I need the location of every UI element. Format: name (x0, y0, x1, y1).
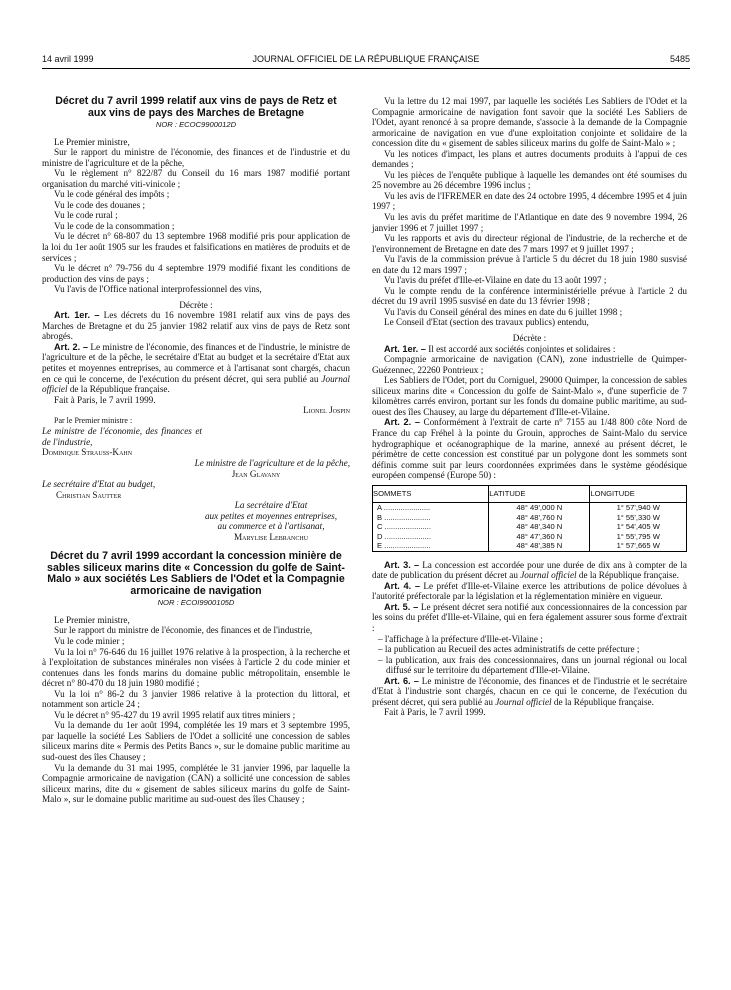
paragraph: Vu le code général des impôts ; (54, 189, 170, 200)
decree2-title: Décret du 7 avril 1999 accordant la concession minière de sables siliceux marins dite « Concession du golfe de Saint-Malo » aux sociétés Les Sabliers de l'Odet et la Compagnie armoricaine de navigation (47, 550, 345, 597)
paragraph: Le Premier ministre, (54, 614, 130, 625)
signature-sautter: Christian Sautter (56, 489, 122, 500)
col-header-longitude: LONGITUDE (590, 485, 687, 503)
decree2-art4: Art. 4. – Le préfet d'Ille-et-Vilaine exerce les attributions de police dévolues à l'autorité préfectorale par la législation et la réglementation minière en vigueur. (372, 580, 687, 602)
minister-agriculture-title: Le ministre de l'agriculture et de la pêche, (194, 457, 350, 468)
paragraph: Sur le rapport du ministre de l'économie, des finances et de l'industrie, (54, 625, 313, 636)
paragraph: Vu le code des douanes ; (54, 199, 146, 210)
decree2-art6: Art. 6. – Le ministre de l'économie, des finances et de l'industrie et le secrétaire d'Etat à l'industrie sont chargés, chacun en ce qui le concerne, de l'exécution du présent décret, qui sera publié au Journal officiel de la République française. (372, 675, 687, 707)
decree1-title: Décret du 7 avril 1999 relatif aux vins de pays de Retz et aux vins de pays des Marches de Bretagne (55, 95, 337, 119)
header-date: 14 avril 1999 (42, 54, 94, 64)
paragraph: Vu les rapports et avis du directeur régional de l'industrie, de la recherche et de l'environnement de Bretagne en date des 7 mars 1997 et 9 juillet 1997 ; (372, 233, 687, 254)
paragraph: Vu la demande du 1er août 1994, complétée les 19 mars et 3 septembre 1995, par laquelle la société Les Sabliers de l'Odet a sollicité une concession de sables siliceux marins dite « Permis des Petits Bancs », sur le domaine public maritime au sud-ouest des îles Chausey ; (42, 720, 350, 762)
par-le-premier-ministre: Par le Premier ministre : (54, 415, 133, 425)
decree1-nor: NOR : ECOC9900012D (155, 120, 237, 129)
table-cell: 48° 48',385 N (489, 541, 590, 551)
paragraph: Vu l'avis du préfet d'Ille-et-Vilaine en date du 13 août 1997 ; (384, 275, 607, 286)
decree2-nor: NOR : ECOI9900105D (157, 598, 235, 608)
table-cell: A ...................... (373, 503, 489, 513)
decree2-art5-list (372, 634, 687, 676)
paragraph: Vu le compte rendu de la conférence interministérielle prévue à l'article 2 du décret du 19 avril 1995 susvisé en date du 13 février 1998 ; (372, 285, 687, 307)
table-cell: 1° 55',330 W (590, 513, 687, 523)
paragraph: Vu les pièces de l'enquête publique à laquelle les demandes ont été soumises du 25 novembre au 26 décembre 1996 inclus ; (372, 169, 687, 191)
table-cell: 48° 47',360 N (489, 532, 590, 542)
right-column (372, 96, 687, 718)
table-cell: 1° 54',405 W (590, 522, 687, 532)
budget-secretary-title: Le secrétaire d'Etat au budget, (42, 479, 156, 490)
table-row (373, 522, 687, 532)
signature-glavany: Jean Glavany (231, 468, 281, 479)
paragraph: Le Premier ministre, (54, 136, 130, 147)
decree2-decrete: Décrète : (512, 333, 547, 344)
table-cell: 1° 57',665 W (590, 541, 687, 551)
decree1-decrete: Décrète : (179, 299, 213, 310)
paragraph: Vu le code de la consommation ; (54, 220, 175, 231)
table-cell: D ...................... (373, 532, 489, 542)
table-cell: 48° 49',000 N (489, 503, 590, 513)
table-cell: 48° 48',760 N (489, 513, 590, 523)
header-page-number: 5485 (669, 54, 690, 64)
coordinates-table (372, 485, 687, 552)
paragraph: – l'affichage à la préfecture d'Ille-et-Vilaine ; (378, 633, 543, 644)
minister-economy-title: Le ministre de l'économie, des finances et de l'industrie, (42, 426, 202, 447)
decree2-fait: Fait à Paris, le 7 avril 1999. (384, 707, 486, 718)
paragraph: Vu le décret n° 68-807 du 13 septembre 1968 modifié pris pour application de la loi du 1er août 1905 sur les fraudes et falsifications en matières de produits et de services ; (42, 231, 350, 263)
decree2-art1-sabliers: Les Sabliers de l'Odet, port du Corniguel, 29000 Quimper, la concession de sables siliceux marins dite « Concession du golfe de Saint-Malo », d'une superficie de 7 kilomètres carrés environ, portant sur les fonds du domaine public maritime, au sud-ouest des îles Chausey, au large du département d'Ille-et-Vilaine. (372, 375, 687, 417)
paragraph: Vu le code minier ; (54, 635, 125, 646)
page-header (42, 54, 690, 68)
decree2-art1: Art. 1er. – Il est accordé aux sociétés conjointes et solidaires : (384, 343, 616, 354)
table-cell: 48° 48',340 N (489, 522, 590, 532)
signature-jospin: Lionel Jospin (303, 405, 350, 416)
decree2-art2: Art. 2. – Conformément à l'extrait de carte n° 7155 au 1/48 800 côte Nord de France du cap Fréhel à la pointe du Grouin, approches de Saint-Malo du service hydrographique et océanographique de la marine, annexé au présent décret, le périmètre de cette concession est constitué par un polygone dont les sommets sont définis comme suit par leurs coordonnées exprimées dans le système géodésique européen compensé (Europe 50) : (372, 417, 687, 481)
decree1-fait: Fait à Paris, le 7 avril 1999. (54, 394, 156, 405)
table-cell: C ...................... (373, 522, 489, 532)
signature-strauss-kahn: Dominique Strauss-Kahn (42, 447, 133, 458)
table-row (373, 513, 687, 523)
pme-secretary-block: La secrétaire d'Etat aux petites et moyennes entreprises, au commerce et à l'artisanat, Marylise Lebranchu (42, 500, 350, 542)
header-title: JOURNAL OFFICIEL DE LA RÉPUBLIQUE FRANÇAISE (252, 54, 480, 64)
decree1-art2: Art. 2. – Le ministre de l'économie, des finances et de l'industrie, le ministre de l'agriculture et de la pêche, le secrétaire d'Etat au budget et la secrétaire d'Etat aux petites et moyennes entreprises, au commerce et à l'artisanat sont chargés, chacun en ce qui le concerne, de l'exécution du présent décret, qui sera publié au Journal officiel de la République française. (42, 341, 351, 395)
paragraph: Sur le rapport du ministre de l'économie, des finances et de l'industrie et du ministre de l'agriculture et de la pêche, (42, 147, 350, 168)
header-rule (42, 68, 690, 69)
paragraph: Vu le décret n° 95-427 du 19 avril 1995 relatif aux titres miniers ; (54, 709, 296, 720)
decree2-art5: Art. 5. – Le présent décret sera notifié aux concessionnaires de la concession par les soins du préfet d'Ille-et-Vilaine, qui en fera également assurer sous forme d'extrait : (372, 601, 688, 634)
decree2-preamble (42, 615, 350, 805)
paragraph: Vu l'avis de l'Office national interprofessionnel des vins, (54, 284, 262, 295)
table-row (373, 532, 687, 542)
paragraph: Vu la demande du 31 mai 1995, complétée le 31 janvier 1996, par laquelle la Compagnie armoricaine de navigation (CAN) a sollicité une concession de sables siliceux marins, dite du « gisement de sables siliceux marins du golfe de Saint-Malo », sur le domaine public maritime au sud-ouest des îles Chausey ; (42, 762, 350, 805)
paragraph: Le Conseil d'Etat (section des travaux publics) entendu, (384, 317, 589, 328)
table-row (373, 541, 687, 551)
signature-lebranchu: Marylise Lebranchu (233, 531, 309, 542)
paragraph: Vu la loi n° 76-646 du 16 juillet 1976 relative à la prospection, à la recherche et à l'exploitation de substances minérales non visées à l'article 2 du code minier et contenues dans les fonds marins du domaine public métropolitain, ensemble le décret n° 80-470 du 18 juin 1980 modifié ; (42, 646, 350, 689)
table-cell: 1° 57',940 W (590, 503, 687, 513)
paragraph: Vu l'avis de la commission prévue à l'article 5 du décret du 18 juin 1980 susvisé en date du 12 mars 1997 ; (372, 254, 687, 275)
paragraph: Vu les avis du préfet maritime de l'Atlantique en date des 9 novembre 1994, 26 janvier 1996 et 7 juillet 1997 ; (372, 212, 687, 233)
left-column (42, 96, 350, 805)
table-cell: B ...................... (373, 513, 489, 523)
table-cell: E ...................... (373, 541, 489, 551)
paragraph: Vu la loi n° 86-2 du 3 janvier 1986 relative à la protection du littoral, et notamment son article 24 ; (42, 688, 350, 710)
paragraph: – la publication au Recueil des actes administratifs de cette préfecture ; (378, 644, 640, 655)
decree2-preamble-continued (372, 96, 687, 328)
table-row (373, 503, 687, 513)
paragraph: Vu le règlement n° 822/87 du Conseil du 16 mars 1987 modifié portant organisation du marché viti-vinicole ; (42, 168, 350, 189)
paragraph: Vu les avis de l'IFREMER en date des 24 octobre 1995, 4 décembre 1995 et 4 juin 1997 ; (372, 190, 687, 212)
paragraph: Vu le décret n° 79-756 du 4 septembre 1979 modifié fixant les conditions de production des vins de pays ; (42, 263, 350, 284)
paragraph: Vu les notices d'impact, les plans et autres documents produits à l'appui de ces demandes ; (372, 148, 687, 170)
paragraph: Vu la lettre du 12 mai 1997, par laquelle les sociétés Les Sabliers de l'Odet et la Compagnie armoricaine de navigation font savoir que la société Les Sabliers de l'Odet, ayant renoncé à sa propre demande, s'associe à la demande de la Compagnie armoricaine de navigation en vue d'une exploitation conjointe et solidaire de la concession dite du « gisement de sables siliceux marins du golfe de Saint-Malo » ; (372, 96, 687, 149)
paragraph: – la publication, aux frais des concessionnaires, dans un journal régional ou local diffusé sur le territoire du département d'Ille-et-Vilaine. (378, 654, 687, 676)
decree1-preamble (42, 137, 350, 295)
col-header-sommets: SOMMETS (373, 485, 489, 503)
decree2-art3: Art. 3. – La concession est accordée pour une durée de dix ans à compter de la date de publication du présent décret au Journal officiel de la République française. (372, 559, 687, 581)
table-cell: 1° 55',795 W (590, 532, 687, 542)
decree2-art1-can: Compagnie armoricaine de navigation (CAN), zone industrielle de Quimper-Guézennec, 22260 Pontrieux ; (372, 354, 687, 375)
col-header-latitude: LATITUDE (489, 485, 590, 503)
paragraph: Vu l'avis du Conseil général des mines en date du 6 juillet 1998 ; (384, 306, 623, 317)
decree1-art1: Art. 1er. – Les décrets du 16 novembre 1981 relatif aux vins de pays des Marches de Bretagne et du 25 janvier 1982 relatif aux vins de pays de Retz sont abrogés. (42, 310, 350, 342)
paragraph: Vu le code rural ; (54, 210, 118, 221)
